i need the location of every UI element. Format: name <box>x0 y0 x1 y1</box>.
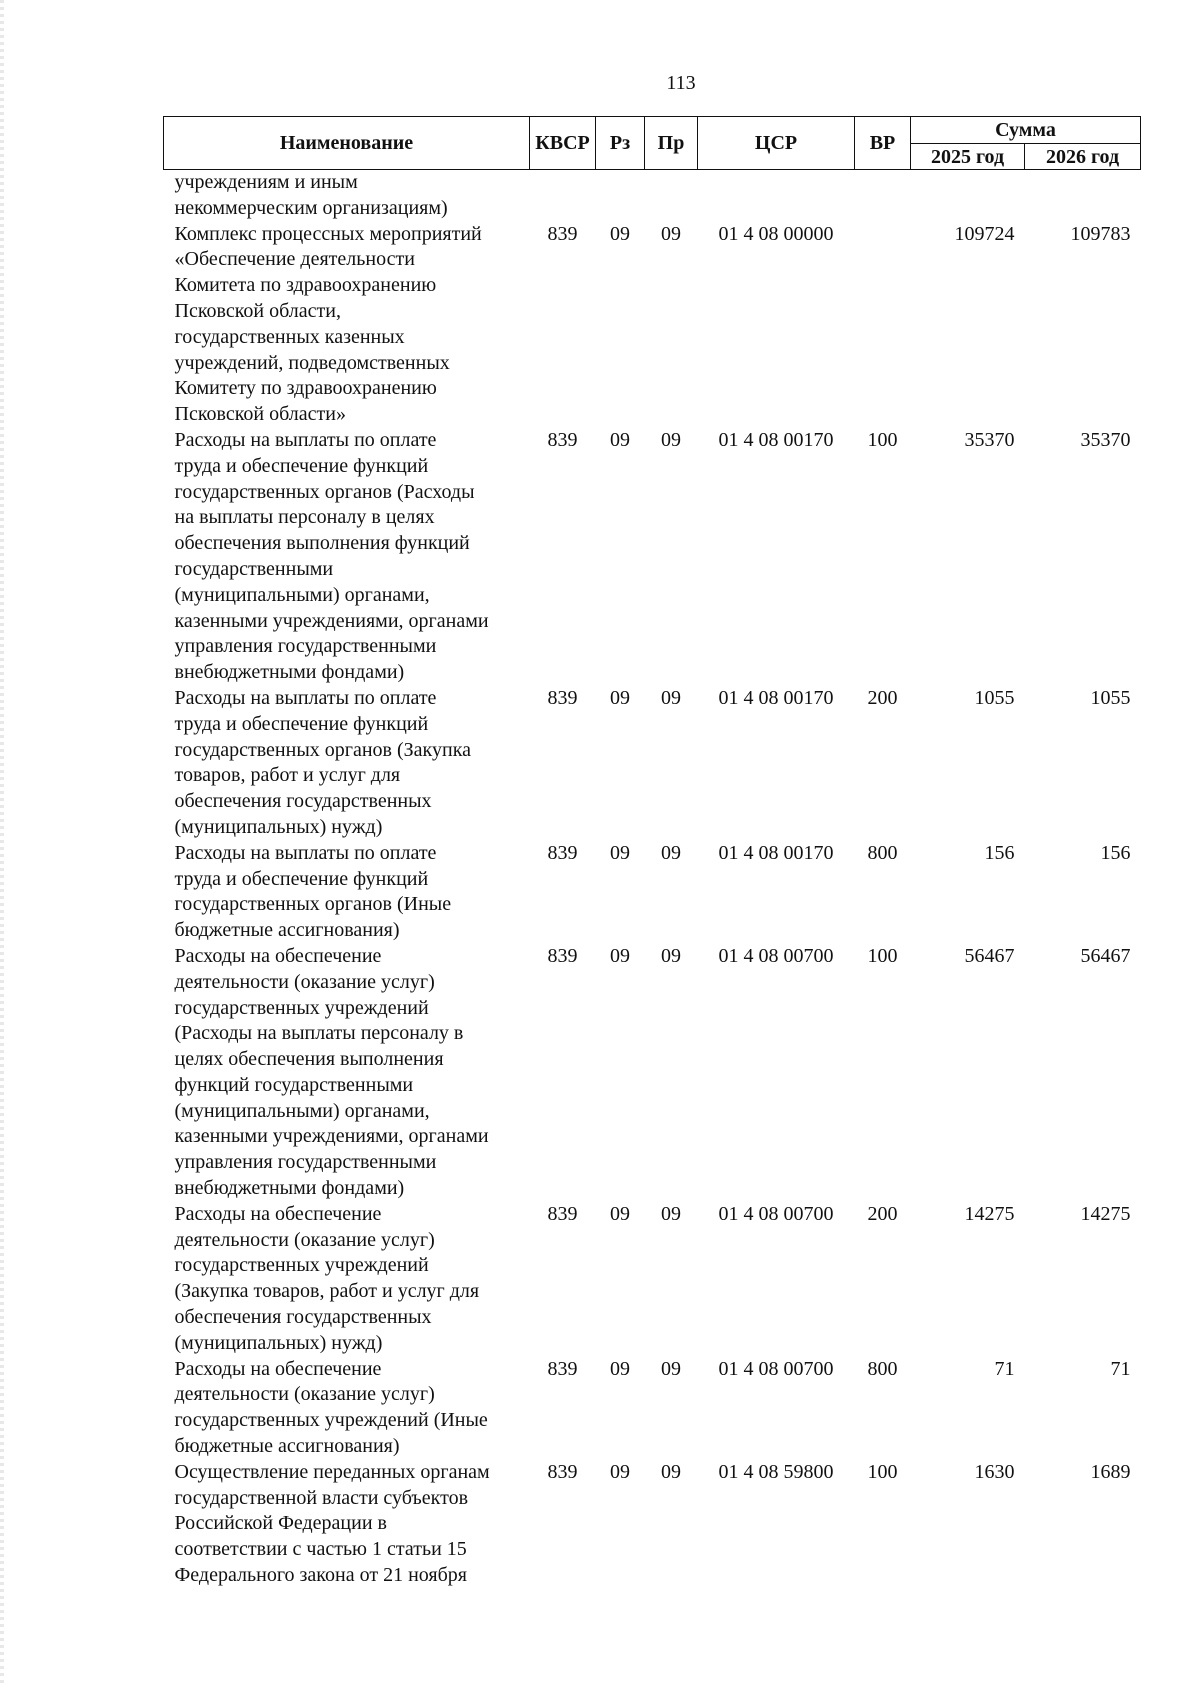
cell-rz: 09 <box>610 841 630 864</box>
cell-pr: 09 <box>661 1357 681 1380</box>
cell-kvsr <box>530 170 596 222</box>
cell-csr <box>698 170 855 222</box>
cell-vr: 200 <box>867 686 898 709</box>
cell-sum-2025: 71 <box>994 1357 1015 1380</box>
cell-csr: 01 4 08 00700 <box>718 1202 834 1225</box>
cell-rz: 09 <box>610 686 630 709</box>
cell-sum-2026: 1055 <box>1090 686 1131 709</box>
cell-name: Комплекс процессных мероприятий «Обеспечение деятельности Комитета по здравоохранению Псковской области, государственных казенных учреждений, подведомственных Комитету по здравоохранению Псковской области» <box>174 222 482 426</box>
cell-vr: 800 <box>867 841 898 864</box>
cell-rz: 09 <box>610 944 630 967</box>
cell-csr: 01 4 08 00700 <box>718 944 834 967</box>
cell-sum-2025: 1630 <box>974 1460 1015 1483</box>
header-pr: Пр <box>645 117 698 170</box>
table-row <box>164 1357 1141 1460</box>
header-kvsr: КВСР <box>530 117 596 170</box>
cell-kvsr: 839 <box>547 428 578 451</box>
cell-kvsr: 839 <box>547 944 578 967</box>
cell-pr: 09 <box>661 841 681 864</box>
cell-name: Расходы на обеспечение деятельности (оказание услуг) государственных учреждений (Иные бюджетные ассигнования) <box>174 1357 488 1458</box>
cell-sum-2026: 14275 <box>1080 1202 1131 1225</box>
cell-sum-2025: 35370 <box>964 428 1015 451</box>
budget-table <box>163 116 1141 1589</box>
cell-sum-2026 <box>1025 170 1141 222</box>
scan-edge <box>0 0 4 1686</box>
cell-sum-2025: 1055 <box>974 686 1015 709</box>
cell-rz: 09 <box>610 222 630 245</box>
table-header <box>164 117 1141 170</box>
cell-sum-2025: 156 <box>984 841 1015 864</box>
cell-vr <box>855 170 911 222</box>
header-year-2025: 2025 год <box>911 144 1025 170</box>
cell-vr: 100 <box>867 428 898 451</box>
cell-name: учреждениям и иным некоммерческим организациям) <box>174 171 448 219</box>
cell-kvsr: 839 <box>547 686 578 709</box>
cell-kvsr: 839 <box>547 1202 578 1225</box>
cell-kvsr: 839 <box>547 841 578 864</box>
cell-vr: 800 <box>867 1357 898 1380</box>
cell-rz: 09 <box>610 1460 630 1483</box>
cell-csr: 01 4 08 00170 <box>718 686 834 709</box>
cell-pr: 09 <box>661 944 681 967</box>
table-row <box>164 222 1141 428</box>
cell-csr: 01 4 08 00170 <box>718 841 834 864</box>
cell-name: Расходы на обеспечение деятельности (оказание услуг) государственных учреждений (Расходы на выплаты персоналу в целях обеспечения выполнения функций государственными (муниципальными) органами, казенными учреждениями, органами управления государственными внебюджетными фондами) <box>174 944 489 1200</box>
cell-name: Расходы на выплаты по оплате труда и обеспечение функций государственных органов (Закупка товаров, работ и услуг для обеспечения государственных (муниципальных) нужд) <box>174 686 471 838</box>
cell-pr: 09 <box>661 686 681 709</box>
cell-name: Расходы на выплаты по оплате труда и обеспечение функций государственных органов (Иные бюджетные ассигнования) <box>174 841 452 942</box>
header-rz: Рз <box>596 117 645 170</box>
cell-sum-2025: 14275 <box>964 1202 1015 1225</box>
cell-name: Осуществление переданных органам государственной власти субъектов Российской Федерации в соответствии с частью 1 статьи 15 Федерального закона от 21 ноября <box>174 1460 490 1587</box>
cell-sum-2025: 56467 <box>964 944 1015 967</box>
table-row <box>164 686 1141 841</box>
table-row <box>164 428 1141 686</box>
cell-vr <box>855 222 911 428</box>
cell-sum-2026: 1689 <box>1090 1460 1131 1483</box>
cell-sum-2026: 56467 <box>1080 944 1131 967</box>
header-year-2026: 2026 год <box>1025 144 1141 170</box>
cell-pr: 09 <box>661 222 681 245</box>
cell-name: Расходы на обеспечение деятельности (оказание услуг) государственных учреждений (Закупка товаров, работ и услуг для обеспечения государственных (муниципальных) нужд) <box>174 1202 480 1354</box>
cell-rz: 09 <box>610 1202 630 1225</box>
table-row <box>164 1202 1141 1357</box>
cell-sum-2026: 156 <box>1100 841 1131 864</box>
header-csr: ЦСР <box>698 117 855 170</box>
header-name: Наименование <box>164 117 530 170</box>
header-sum: Сумма <box>911 117 1141 144</box>
cell-sum-2026: 109783 <box>1070 222 1131 245</box>
cell-kvsr: 839 <box>547 1357 578 1380</box>
cell-pr: 09 <box>661 428 681 451</box>
cell-pr <box>645 170 698 222</box>
cell-csr: 01 4 08 00000 <box>718 222 834 245</box>
cell-sum-2026: 35370 <box>1080 428 1131 451</box>
cell-csr: 01 4 08 00170 <box>718 428 834 451</box>
cell-vr: 100 <box>867 1460 898 1483</box>
cell-vr: 200 <box>867 1202 898 1225</box>
cell-name: Расходы на выплаты по оплате труда и обеспечение функций государственных органов (Расходы на выплаты персоналу в целях обеспечения выполнения функций государственными (муниципальными) органами, казенными учреждениями, органами управления государственными внебюджетными фондами) <box>174 428 489 684</box>
cell-vr: 100 <box>867 944 898 967</box>
header-vr: ВР <box>855 117 911 170</box>
cell-csr: 01 4 08 00700 <box>718 1357 834 1380</box>
table-body <box>164 170 1141 1589</box>
table-row <box>164 170 1141 222</box>
cell-sum-2026: 71 <box>1110 1357 1131 1380</box>
cell-rz: 09 <box>610 1357 630 1380</box>
cell-csr: 01 4 08 59800 <box>718 1460 834 1483</box>
cell-pr: 09 <box>661 1460 681 1483</box>
cell-kvsr: 839 <box>547 222 578 245</box>
cell-sum-2025: 109724 <box>954 222 1015 245</box>
table-row <box>164 944 1141 1202</box>
cell-sum-2025 <box>911 170 1025 222</box>
table-row <box>164 841 1141 944</box>
cell-pr: 09 <box>661 1202 681 1225</box>
cell-kvsr: 839 <box>547 1460 578 1483</box>
cell-rz: 09 <box>610 428 630 451</box>
table-row <box>164 1460 1141 1589</box>
page-number: 113 <box>666 72 696 94</box>
cell-rz <box>596 170 645 222</box>
